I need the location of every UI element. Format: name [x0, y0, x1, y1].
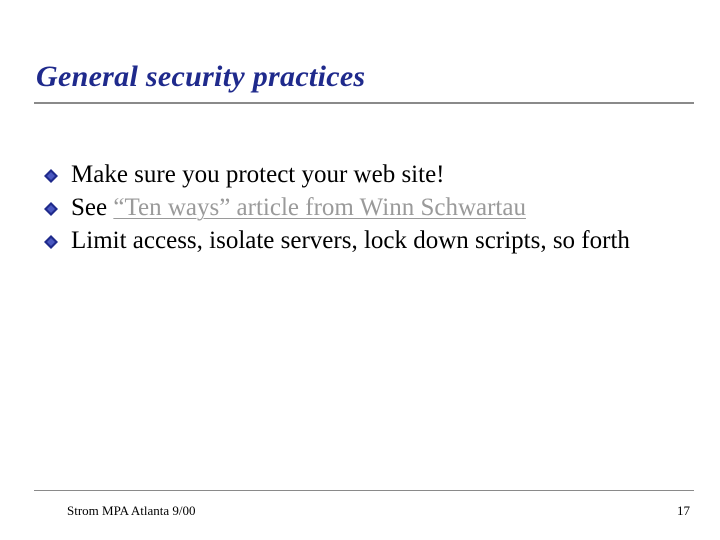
list-item: [44, 224, 684, 257]
diamond-bullet-icon: [44, 169, 58, 183]
bullet-text: Make sure you protect your web site!: [71, 161, 445, 188]
bullet-list: [44, 158, 684, 257]
list-item: [44, 158, 684, 191]
title-divider: [34, 102, 694, 104]
bullet-text: Limit access, isolate servers, lock down scripts, so forth: [71, 227, 630, 254]
list-item: [44, 191, 684, 224]
slide-title: General security practices: [36, 60, 366, 93]
article-link[interactable]: “Ten ways” article from Winn Schwartau: [113, 194, 526, 221]
diamond-bullet-icon: [44, 235, 58, 249]
footer-text: Strom MPA Atlanta 9/00: [67, 503, 196, 518]
footer-divider: [34, 490, 694, 491]
page-number: 17: [677, 503, 690, 518]
bullet-text: See: [71, 194, 114, 221]
diamond-bullet-icon: [44, 202, 58, 216]
